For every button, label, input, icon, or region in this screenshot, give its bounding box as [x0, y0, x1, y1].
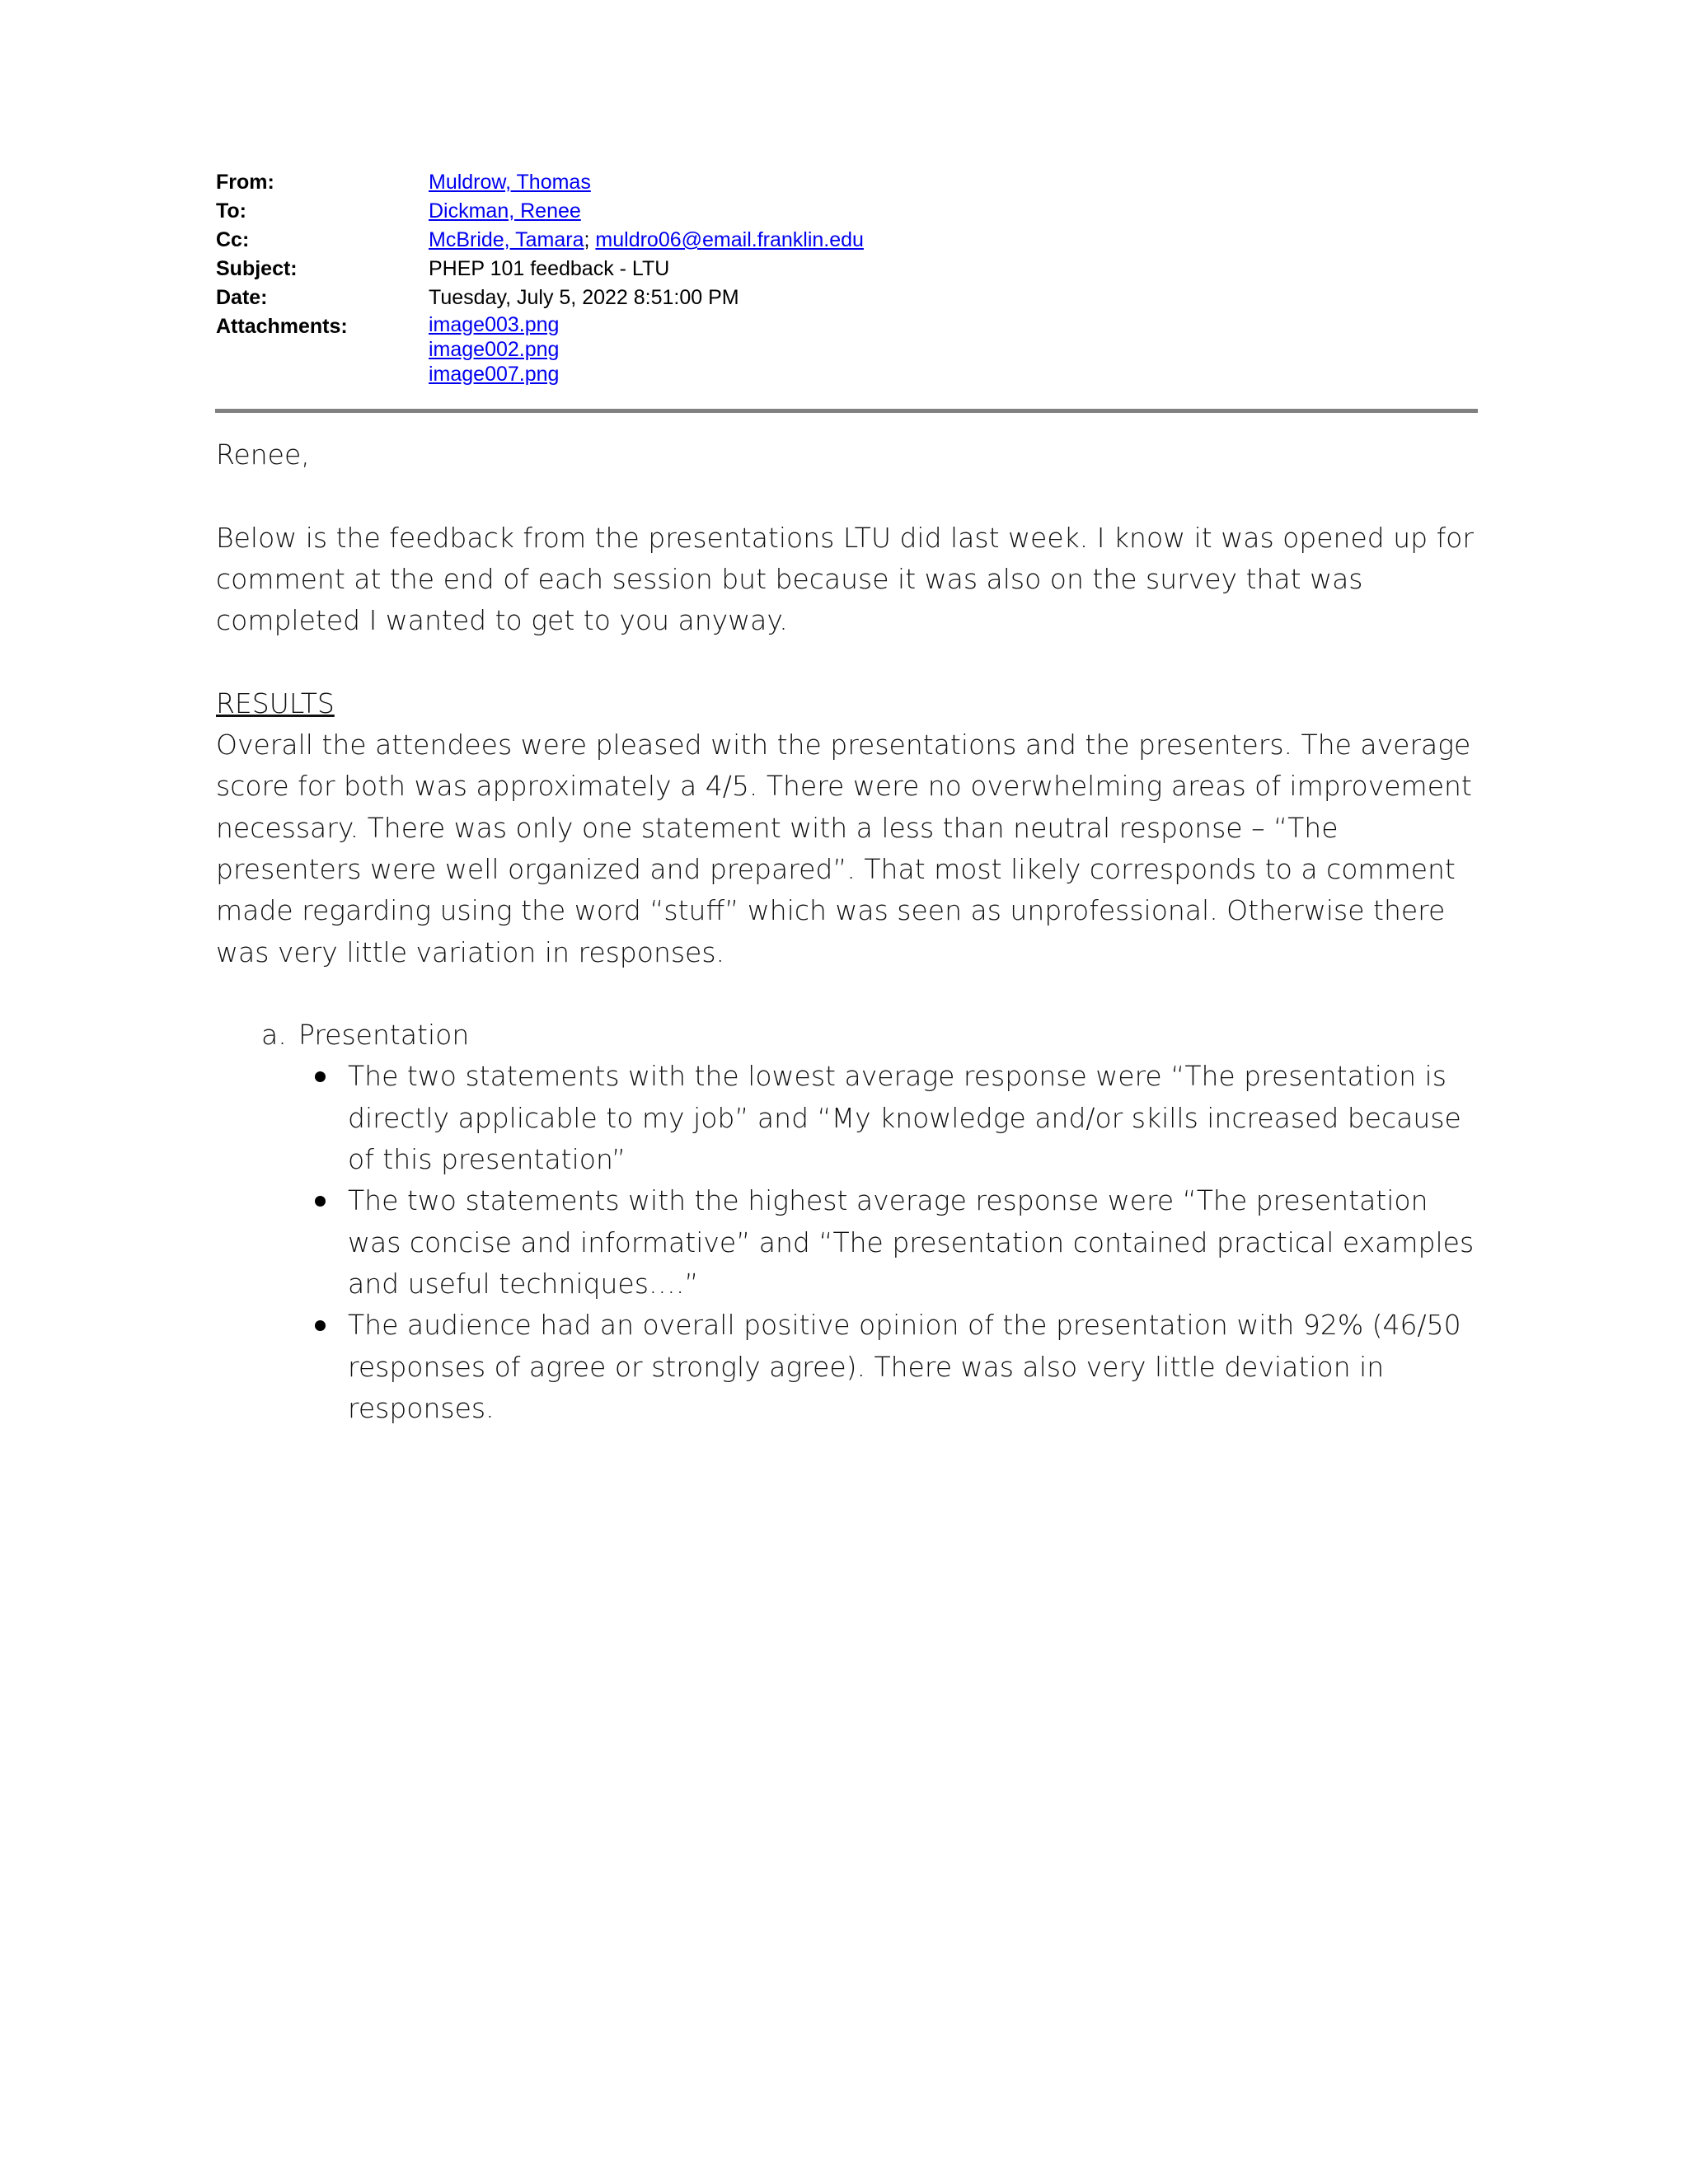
- to-label: To:: [216, 199, 247, 223]
- from-link[interactable]: Muldrow, Thomas: [429, 171, 591, 194]
- attachment-link[interactable]: image007.png: [429, 363, 560, 386]
- attachments-list: [429, 312, 1477, 387]
- to-row: [216, 197, 1477, 226]
- bullet-icon: [315, 1320, 326, 1331]
- intro-paragraph: Below is the feedback from the presentations LTU did last week. I know it was opened up for comment at the end of each session but because it was also on the survey that was completed I wanted to get to you anyway.: [216, 521, 1474, 637]
- bullet-icon: [315, 1196, 326, 1207]
- list-item: [348, 1056, 1485, 1180]
- section-presentation: [216, 1015, 1485, 1056]
- cc-row: [216, 226, 1477, 255]
- bullet-text: The two statements with the lowest average response were “The presentation is directly applicable to my job” and “My knowledge and/or skills increased because of this presentation”: [348, 1060, 1461, 1176]
- results-paragraph: Overall the attendees were pleased with the presentations and the presenters. The average score for both was approximately a 4/5. There were no overwhelming areas of improvement necessary. There was only one statement with a less than neutral response – “The presenters were well organized and prepared”. That most likely corresponds to a comment made regarding using the word “stuff” which was seen as unprofessional. Otherwise there was very little variation in responses.: [216, 729, 1472, 968]
- subject-value: PHEP 101 feedback - LTU: [429, 257, 670, 280]
- attachment-link[interactable]: image002.png: [429, 338, 560, 361]
- cc-label: Cc:: [216, 228, 250, 251]
- email-header: [216, 168, 1477, 387]
- greeting: Renee,: [216, 438, 310, 471]
- list-item: [348, 1305, 1485, 1429]
- section-marker: a.: [261, 1019, 287, 1052]
- bullet-text: The audience had an overall positive opinion of the presentation with 92% (46/50 responses of agree or strongly agree). There was also very little deviation in responses.: [348, 1309, 1461, 1424]
- attachments-label: Attachments:: [216, 315, 348, 338]
- list-item: [348, 1180, 1485, 1305]
- bullet-icon: [315, 1071, 326, 1082]
- date-value: Tuesday, July 5, 2022 8:51:00 PM: [429, 286, 739, 309]
- cc-separator: ;: [584, 228, 590, 251]
- section-title: Presentation: [298, 1019, 470, 1052]
- attachments-row: [216, 312, 1477, 387]
- date-label: Date:: [216, 286, 268, 309]
- to-link[interactable]: Dickman, Renee: [429, 199, 581, 223]
- header-divider: [215, 409, 1478, 413]
- cc-link-email[interactable]: muldro06@email.franklin.edu: [595, 228, 864, 251]
- presentation-bullets: [216, 1056, 1485, 1429]
- date-row: [216, 284, 1477, 312]
- bullet-text: The two statements with the highest average response were “The presentation was concise and informative” and “The presentation contained practical examples and useful techniques….”: [348, 1184, 1475, 1300]
- subject-label: Subject:: [216, 257, 298, 280]
- cc-link-mcbride[interactable]: McBride, Tamara: [429, 228, 584, 251]
- attachment-link[interactable]: image003.png: [429, 313, 560, 336]
- from-row: [216, 168, 1477, 197]
- results-heading: RESULTS: [216, 687, 335, 719]
- subject-row: [216, 255, 1477, 284]
- email-body: [216, 434, 1485, 1429]
- from-label: From:: [216, 171, 274, 194]
